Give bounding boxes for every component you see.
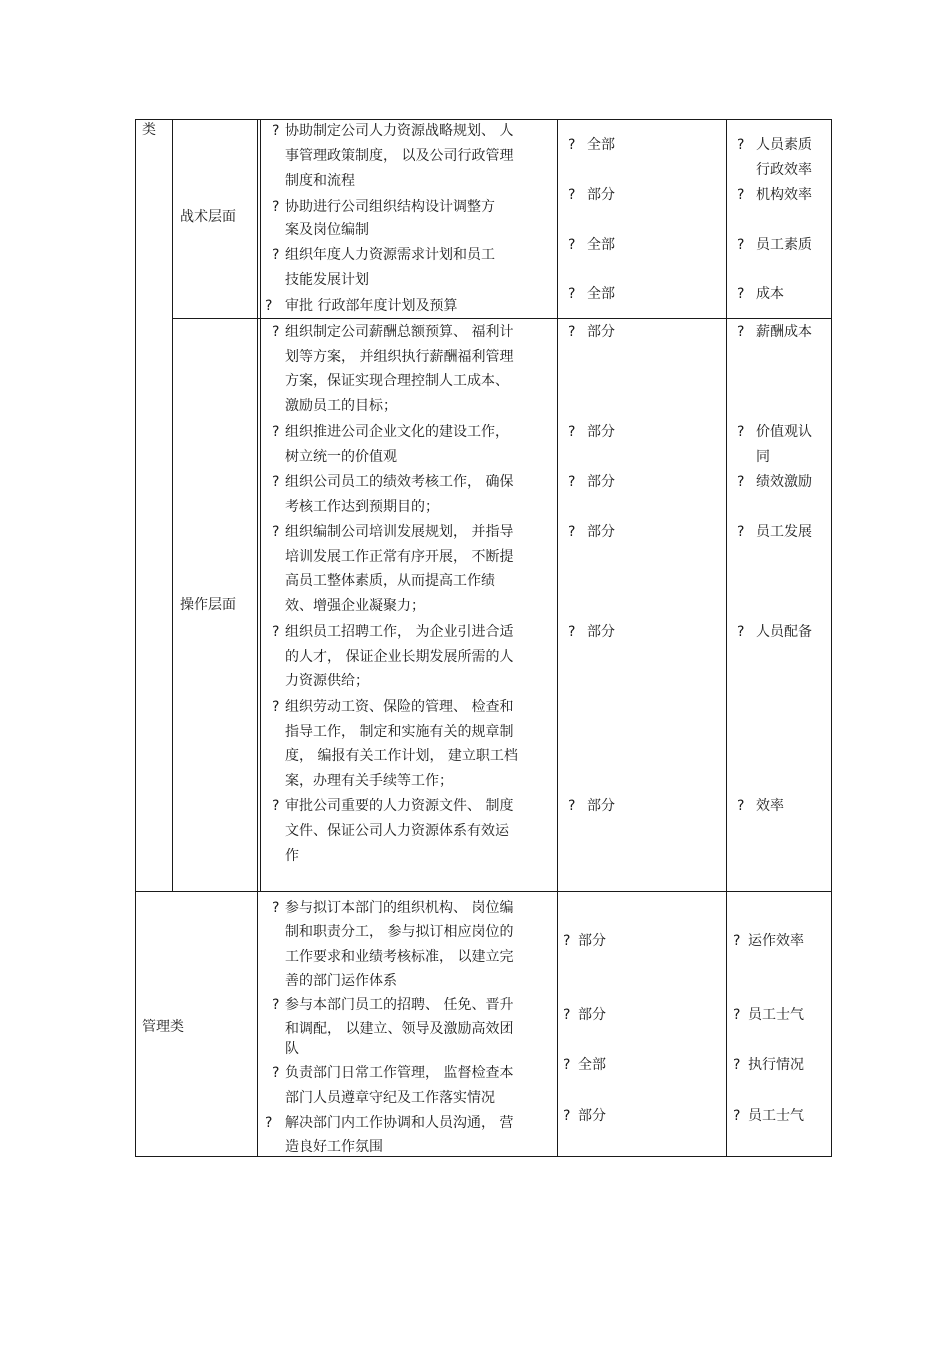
duty-bullet: ? (272, 798, 280, 814)
indicator-bullet: ? (737, 474, 745, 490)
duty-text-line: 作 (285, 848, 299, 864)
indicator-value: 同 (756, 449, 770, 465)
duty-text-line: 组织推进公司企业文化的建设工作， (285, 424, 509, 440)
indicator-bullet: ? (733, 1007, 741, 1023)
duty-bullet: ? (272, 324, 280, 340)
duty-text-line: 协助进行公司组织结构设计调整方 (285, 199, 495, 215)
duty-text-line: 事管理政策制度， 以及公司行政管理 (285, 148, 514, 164)
scope-bullet: ? (568, 474, 576, 490)
duty-text-line: 文件、保证公司人力资源体系有效运 (285, 823, 509, 839)
indicator-value: 机构效率 (756, 187, 812, 203)
duty-text-line: 组织制定公司薪酬总额预算、 福利计 (285, 324, 514, 340)
scope-bullet: ? (568, 524, 576, 540)
scope-bullet: ? (568, 237, 576, 253)
duty-text-line: 组织编制公司培训发展规划， 并指导 (285, 524, 514, 540)
duty-text-line: 负责部门日常工作管理， 监督检查本 (285, 1065, 514, 1081)
indicator-bullet: ? (733, 1108, 741, 1124)
scope-bullet: ? (568, 624, 576, 640)
scope-value: 全部 (587, 286, 615, 302)
scope-bullet: ? (563, 1057, 571, 1073)
scope-value: 部分 (578, 1108, 606, 1124)
duty-text-line: 技能发展计划 (285, 272, 369, 288)
scope-bullet: ? (568, 324, 576, 340)
duty-text-line: 度， 编报有关工作计划， 建立职工档 (285, 748, 518, 764)
indicator-bullet: ? (737, 524, 745, 540)
scope-bullet: ? (568, 187, 576, 203)
indicator-bullet: ? (733, 933, 741, 949)
duty-text-line: 参与拟订本部门的组织机构、 岗位编 (285, 900, 514, 916)
duty-bullet: ? (272, 1065, 280, 1081)
duty-text-line: 案及岗位编制 (285, 222, 369, 238)
duty-text-line: 和调配， 以建立、领导及激励高效团 (285, 1021, 514, 1037)
indicator-column-line (726, 119, 727, 1157)
duty-bullet: ? (272, 199, 280, 215)
scope-value: 部分 (587, 474, 615, 490)
duty-text-line: 审批公司重要的人力资源文件、 制度 (285, 798, 514, 814)
duty-text-line: 审批 行政部年度计划及预算 (285, 298, 458, 314)
indicator-bullet: ? (737, 624, 745, 640)
duty-text-line: 划等方案， 并组织执行薪酬福利管理 (285, 349, 514, 365)
indicator-value: 员工素质 (756, 237, 812, 253)
content-column-line-inner (260, 119, 261, 892)
scope-value: 部分 (587, 624, 615, 640)
indicator-value: 行政效率 (756, 162, 812, 178)
subcategory-operational: 操作层面 (180, 597, 236, 613)
indicator-value: 人员素质 (756, 137, 812, 153)
scope-bullet: ? (568, 286, 576, 302)
indicator-value: 执行情况 (748, 1057, 804, 1073)
duty-bullet: ? (272, 474, 280, 490)
scope-value: 全部 (587, 237, 615, 253)
duty-bullet: ? (272, 247, 280, 263)
duty-text-line: 激励员工的目标； (285, 398, 397, 414)
scope-bullet: ? (568, 424, 576, 440)
duty-text-line: 组织员工招聘工作， 为企业引进合适 (285, 624, 514, 640)
duty-text-line: 造良好工作氛围 (285, 1139, 383, 1155)
row-divider-section (135, 891, 832, 892)
duty-text-line: 力资源供给； (285, 673, 369, 689)
duty-text-line: 效、增强企业凝聚力； (285, 598, 425, 614)
table-right-border (831, 119, 832, 1157)
duty-bullet: ? (272, 123, 280, 139)
scope-value: 部分 (587, 424, 615, 440)
indicator-bullet: ? (737, 286, 745, 302)
duty-bullet: ? (265, 1115, 273, 1131)
scope-value: 部分 (578, 933, 606, 949)
indicator-value: 薪酬成本 (756, 324, 812, 340)
duty-text-line: 工作要求和业绩考核标准， 以建立完 (285, 949, 514, 965)
duty-text-line: 组织公司员工的绩效考核工作， 确保 (285, 474, 514, 490)
duty-text-line: 队 (285, 1041, 299, 1057)
duty-text-line: 善的部门运作体系 (285, 973, 397, 989)
duty-text-line: 的人才， 保证企业长期发展所需的人 (285, 649, 514, 665)
duty-text-line: 制和职责分工， 参与拟订相应岗位的 (285, 924, 514, 940)
duty-text-line: 高员工整体素质，从而提高工作绩 (285, 573, 495, 589)
duty-text-line: 制度和流程 (285, 173, 355, 189)
scope-value: 全部 (578, 1057, 606, 1073)
duty-text-line: 方案，保证实现合理控制人工成本、 (285, 373, 509, 389)
scope-value: 部分 (587, 187, 615, 203)
scope-bullet: ? (563, 1007, 571, 1023)
indicator-value: 价值观认 (756, 424, 812, 440)
duty-bullet: ? (272, 699, 280, 715)
duty-text-line: 案，办理有关手续等工作； (285, 773, 453, 789)
indicator-bullet: ? (737, 187, 745, 203)
scope-bullet: ? (563, 1108, 571, 1124)
indicator-bullet: ? (733, 1057, 741, 1073)
duty-text-line: 解决部门内工作协调和人员沟通， 营 (285, 1115, 514, 1131)
duty-text-line: 培训发展工作正常有序开展， 不断提 (285, 549, 514, 565)
indicator-value: 员工发展 (756, 524, 812, 540)
scope-bullet: ? (563, 933, 571, 949)
indicator-value: 员工士气 (748, 1108, 804, 1124)
row-divider-tactical (172, 318, 832, 319)
table-left-border (135, 119, 136, 1157)
duty-text-line: 考核工作达到预期目的； (285, 499, 439, 515)
scope-bullet: ? (568, 137, 576, 153)
subcategory-tactical: 战术层面 (180, 209, 236, 225)
indicator-bullet: ? (737, 137, 745, 153)
duty-text-line: 部门人员遵章守纪及工作落实情况 (285, 1090, 495, 1106)
table-bottom-border (135, 1156, 832, 1157)
indicator-value: 成本 (756, 286, 784, 302)
duty-text-line: 参与本部门员工的招聘、 任免、晋升 (285, 997, 514, 1013)
indicator-bullet: ? (737, 324, 745, 340)
duty-text-line: 树立统一的价值观 (285, 449, 397, 465)
indicator-bullet: ? (737, 798, 745, 814)
duty-bullet: ? (272, 524, 280, 540)
duty-bullet: ? (272, 997, 280, 1013)
category-label-top: 类 (142, 122, 156, 138)
scope-bullet: ? (568, 798, 576, 814)
subcategory-column-line (172, 119, 173, 892)
indicator-value: 运作效率 (748, 933, 804, 949)
indicator-bullet: ? (737, 237, 745, 253)
duty-bullet: ? (265, 298, 273, 314)
duty-text-line: 组织劳动工资、保险的管理、 检查和 (285, 699, 514, 715)
indicator-value: 绩效激励 (756, 474, 812, 490)
scope-value: 部分 (587, 524, 615, 540)
category-management: 管理类 (142, 1019, 184, 1035)
scope-value: 全部 (587, 137, 615, 153)
scope-column-line (557, 119, 558, 1157)
indicator-value: 人员配备 (756, 624, 812, 640)
indicator-value: 员工士气 (748, 1007, 804, 1023)
duty-bullet: ? (272, 900, 280, 916)
indicator-bullet: ? (737, 424, 745, 440)
duty-bullet: ? (272, 424, 280, 440)
scope-value: 部分 (587, 324, 615, 340)
content-column-line (257, 119, 258, 1157)
scope-value: 部分 (587, 798, 615, 814)
indicator-value: 效率 (756, 798, 784, 814)
duty-text-line: 组织年度人力资源需求计划和员工 (285, 247, 495, 263)
duty-text-line: 协助制定公司人力资源战略规划、 人 (285, 123, 514, 139)
scope-value: 部分 (578, 1007, 606, 1023)
duty-text-line: 指导工作， 制定和实施有关的规章制 (285, 724, 514, 740)
table-top-border (135, 119, 832, 120)
duty-bullet: ? (272, 624, 280, 640)
